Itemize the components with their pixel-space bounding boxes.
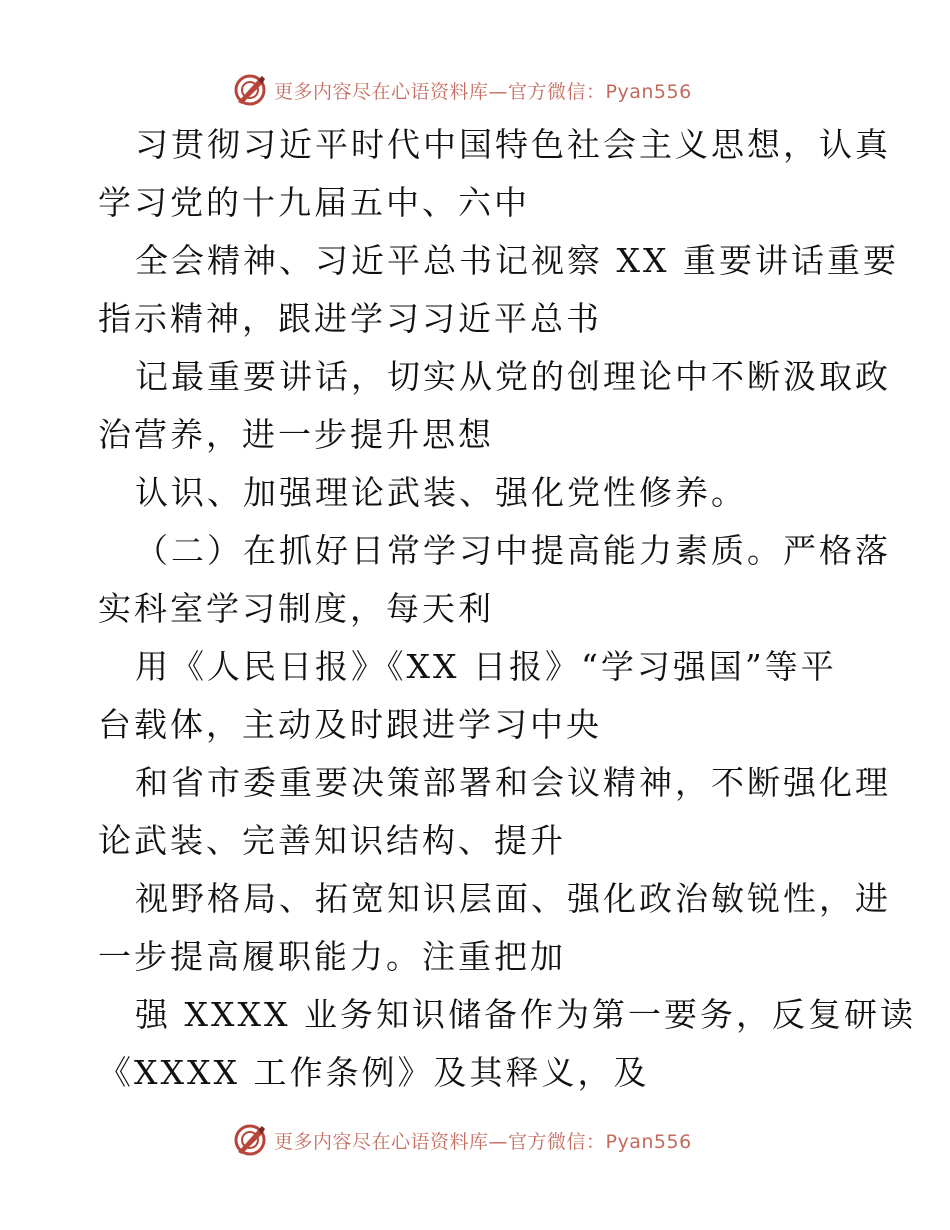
watermark-text: 更多内容尽在心语资料库—官方微信：Pyan556 bbox=[274, 1130, 692, 1153]
pen-logo-icon bbox=[232, 72, 268, 108]
text-line: 一步提高履职能力。注重把加 bbox=[98, 937, 566, 976]
text-line: 视野格局、拓宽知识层面、强化政治敏锐性，进 bbox=[135, 879, 891, 918]
text-line: 强 XXXX 业务知识储备作为第一要务，反复研读 bbox=[135, 995, 916, 1034]
text-line: 论武装、完善知识结构、提升 bbox=[98, 821, 566, 860]
text-line: 指示精神，跟进学习习近平总书 bbox=[98, 299, 602, 338]
text-line: 习贯彻习近平时代中国特色社会主义思想，认真 bbox=[135, 125, 891, 164]
text-line: 用《人民日报》《XX 日报》“学习强国”等平 bbox=[135, 647, 837, 686]
text-line: 和省市委重要决策部署和会议精神，不断强化理 bbox=[135, 763, 891, 802]
text-line: 学习党的十九届五中、六中 bbox=[98, 183, 530, 222]
text-line: （二）在抓好日常学习中提高能力素质。严格落 bbox=[135, 531, 891, 570]
document-body bbox=[98, 116, 916, 1102]
text-line: 《XXXX 工作条例》及其释义，及 bbox=[98, 1053, 650, 1092]
header-watermark bbox=[232, 70, 692, 110]
text-line: 台载体，主动及时跟进学习中央 bbox=[98, 705, 602, 744]
footer-watermark bbox=[232, 1120, 692, 1160]
watermark-text: 更多内容尽在心语资料库—官方微信：Pyan556 bbox=[274, 80, 692, 103]
text-line: 认识、加强理论武装、强化党性修养。 bbox=[135, 473, 747, 512]
pen-logo-icon bbox=[232, 1122, 268, 1158]
text-line: 实科室学习制度，每天利 bbox=[98, 589, 494, 628]
text-line: 治营养，进一步提升思想 bbox=[98, 415, 494, 454]
text-line: 全会精神、习近平总书记视察 XX 重要讲话重要 bbox=[135, 241, 899, 280]
text-line: 记最重要讲话，切实从党的创理论中不断汲取政 bbox=[135, 357, 891, 396]
